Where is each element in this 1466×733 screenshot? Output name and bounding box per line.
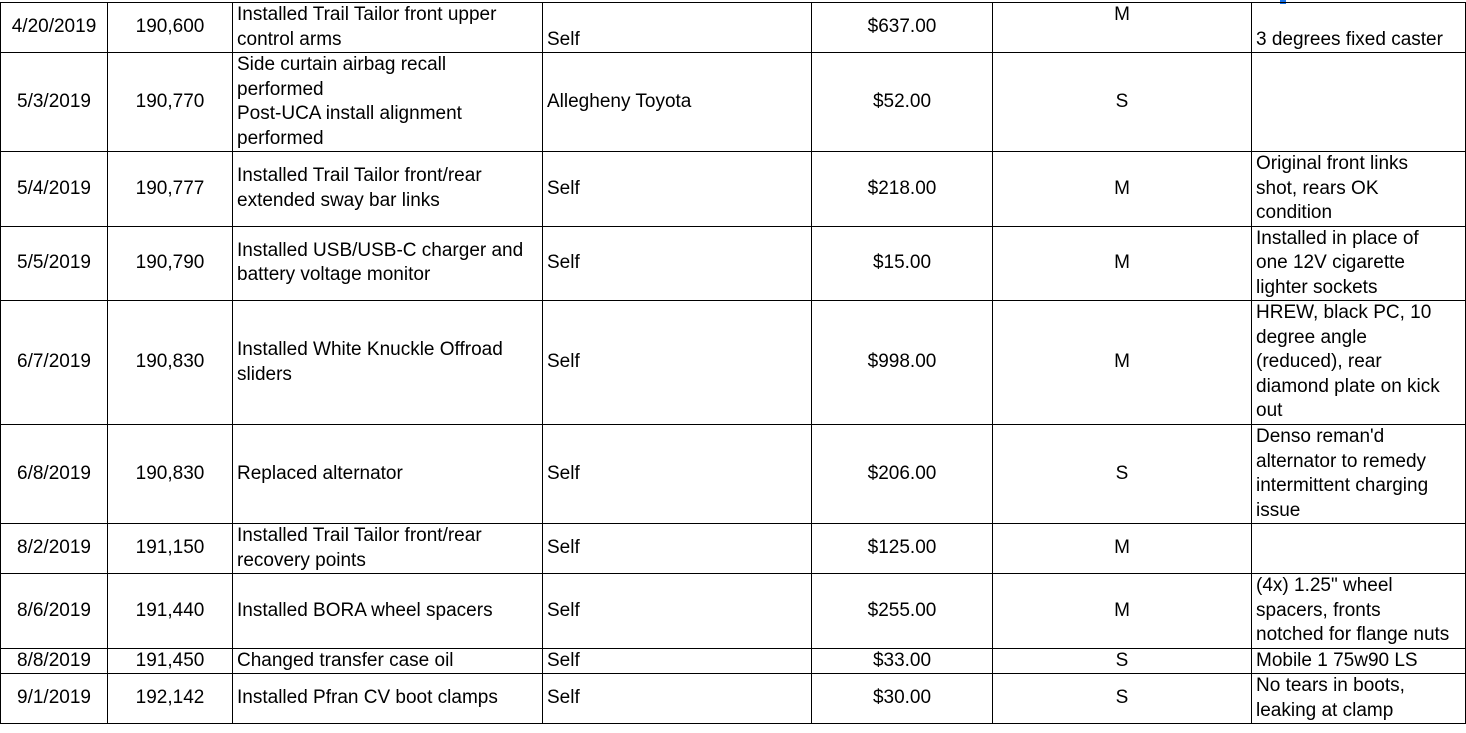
mileage-cell[interactable]: 192,142: [108, 674, 233, 724]
notes-cell-line: HREW, black PC, 10: [1256, 302, 1432, 324]
description-cell-line: Installed White Knuckle Offroad: [237, 339, 503, 360]
performed-by-cell[interactable]: Self: [543, 674, 812, 724]
description-cell[interactable]: [233, 425, 543, 524]
cost-cell[interactable]: $206.00: [812, 425, 993, 524]
date-cell[interactable]: 8/6/2019: [1, 574, 108, 649]
description-cell-line: Installed Pfran CV boot clamps: [237, 687, 498, 709]
notes-cell[interactable]: [1252, 152, 1466, 227]
notes-cell[interactable]: [1252, 301, 1466, 425]
notes-cell-line: leaking at clamp: [1256, 699, 1394, 721]
notes-cell-line: one 12V cigarette: [1256, 252, 1405, 273]
description-cell-line: Post-UCA install alignment: [237, 103, 462, 124]
description-cell-line: battery voltage monitor: [237, 264, 431, 286]
description-cell-line: recovery points: [237, 549, 366, 571]
notes-cell-line: intermittent charging: [1256, 475, 1429, 496]
date-cell[interactable]: 8/2/2019: [1, 524, 108, 574]
table-row: [1, 226, 1466, 301]
performed-by-cell[interactable]: Self: [543, 425, 812, 524]
description-cell-line: Changed transfer case oil: [237, 649, 454, 671]
performed-by-cell[interactable]: Self: [543, 524, 812, 574]
notes-cell-line: out: [1256, 400, 1283, 422]
type-cell[interactable]: M: [993, 524, 1252, 574]
type-cell[interactable]: S: [993, 53, 1252, 152]
type-cell[interactable]: M: [993, 574, 1252, 649]
mileage-cell[interactable]: 191,150: [108, 524, 233, 574]
date-cell[interactable]: 6/8/2019: [1, 425, 108, 524]
description-cell-line: Installed Trail Tailor front/rear: [237, 525, 482, 546]
notes-cell[interactable]: [1252, 425, 1466, 524]
notes-cell-line: notched for flange nuts: [1256, 624, 1450, 645]
type-cell[interactable]: S: [993, 674, 1252, 724]
description-cell-line: performed: [237, 78, 324, 100]
description-cell-line: control arms: [237, 28, 342, 50]
description-cell[interactable]: [233, 53, 543, 152]
date-cell[interactable]: 5/5/2019: [1, 226, 108, 301]
maintenance-log-body: [1, 3, 1466, 724]
description-cell[interactable]: [233, 574, 543, 649]
mileage-cell[interactable]: 190,790: [108, 226, 233, 301]
table-row: [1, 3, 1466, 53]
notes-cell-line: degree angle: [1256, 326, 1367, 348]
performed-by-cell[interactable]: Allegheny Toyota: [543, 53, 812, 152]
notes-cell-line: 3 degrees fixed caster: [1256, 28, 1443, 50]
table-row: [1, 524, 1466, 574]
mileage-cell[interactable]: 190,600: [108, 3, 233, 53]
type-cell[interactable]: S: [993, 648, 1252, 674]
mileage-cell[interactable]: 190,777: [108, 152, 233, 227]
notes-cell-line: Installed in place of: [1256, 227, 1419, 249]
notes-cell-line: (4x) 1.25" wheel: [1256, 575, 1393, 596]
notes-cell-line: issue: [1256, 499, 1301, 521]
table-row: [1, 648, 1466, 674]
description-cell-line: sliders: [237, 363, 292, 385]
mileage-cell[interactable]: 190,830: [108, 301, 233, 425]
performed-by-cell[interactable]: Self: [543, 226, 812, 301]
performed-by-cell[interactable]: Self: [543, 152, 812, 227]
performed-by-cell[interactable]: Self: [543, 648, 812, 674]
cost-cell[interactable]: $255.00: [812, 574, 993, 649]
notes-cell-line: alternator to remedy: [1256, 450, 1427, 472]
description-cell[interactable]: [233, 674, 543, 724]
cost-cell[interactable]: $33.00: [812, 648, 993, 674]
notes-cell[interactable]: [1252, 53, 1466, 152]
performed-by-cell[interactable]: Self: [543, 301, 812, 425]
notes-cell[interactable]: [1252, 574, 1466, 649]
description-cell-line: performed: [237, 127, 324, 149]
notes-cell-line: spacers, fronts: [1256, 599, 1381, 621]
notes-cell-line: No tears in boots,: [1256, 675, 1405, 696]
type-cell[interactable]: M: [993, 226, 1252, 301]
description-cell-line: Installed USB/USB-C charger and: [237, 239, 524, 261]
description-cell[interactable]: [233, 301, 543, 425]
description-cell-line: Installed BORA wheel spacers: [237, 599, 493, 621]
cost-cell[interactable]: $52.00: [812, 53, 993, 152]
description-cell-line: Installed Trail Tailor front/rear: [237, 165, 482, 187]
description-cell[interactable]: [233, 524, 543, 574]
date-cell[interactable]: 6/7/2019: [1, 301, 108, 425]
date-cell[interactable]: 5/3/2019: [1, 53, 108, 152]
date-cell[interactable]: 5/4/2019: [1, 152, 108, 227]
notes-cell-line: Original front links: [1256, 153, 1409, 174]
maintenance-log-table: [0, 2, 1466, 724]
description-cell-line: Replaced alternator: [237, 462, 403, 484]
mileage-cell[interactable]: 190,830: [108, 425, 233, 524]
cost-cell[interactable]: $637.00: [812, 3, 993, 53]
description-cell[interactable]: [233, 3, 543, 53]
table-row: [1, 574, 1466, 649]
performed-by-cell[interactable]: Self: [543, 3, 812, 53]
notes-cell-line: diamond plate on kick: [1256, 375, 1440, 397]
notes-cell-line: shot, rears OK: [1256, 177, 1379, 199]
description-cell-line: extended sway bar links: [237, 189, 440, 211]
cost-cell[interactable]: $125.00: [812, 524, 993, 574]
notes-cell[interactable]: [1252, 3, 1466, 53]
cost-cell[interactable]: $998.00: [812, 301, 993, 425]
cost-cell[interactable]: $30.00: [812, 674, 993, 724]
notes-cell-line: Denso reman'd: [1256, 426, 1385, 447]
type-cell[interactable]: S: [993, 425, 1252, 524]
table-row: [1, 152, 1466, 227]
notes-cell-line: lighter sockets: [1256, 276, 1378, 298]
notes-cell[interactable]: [1252, 674, 1466, 724]
mileage-cell[interactable]: 190,770: [108, 53, 233, 152]
performed-by-cell[interactable]: Self: [543, 574, 812, 649]
notes-cell[interactable]: [1252, 524, 1466, 574]
date-cell[interactable]: 9/1/2019: [1, 674, 108, 724]
table-row: [1, 425, 1466, 524]
date-cell[interactable]: 4/20/2019: [1, 3, 108, 53]
type-cell[interactable]: M: [993, 152, 1252, 227]
notes-cell-line: condition: [1256, 202, 1333, 223]
notes-cell[interactable]: [1252, 226, 1466, 301]
description-cell[interactable]: [233, 226, 543, 301]
description-cell[interactable]: [233, 152, 543, 227]
description-cell[interactable]: [233, 648, 543, 674]
date-cell[interactable]: 8/8/2019: [1, 648, 108, 674]
cost-cell[interactable]: $218.00: [812, 152, 993, 227]
mileage-cell[interactable]: 191,450: [108, 648, 233, 674]
table-row: [1, 53, 1466, 152]
description-cell-line: Side curtain airbag recall: [237, 54, 447, 75]
cost-cell[interactable]: $15.00: [812, 226, 993, 301]
description-cell-line: Installed Trail Tailor front upper: [237, 4, 497, 25]
notes-cell[interactable]: [1252, 648, 1466, 674]
notes-cell-line: (reduced), rear: [1256, 351, 1382, 373]
type-cell[interactable]: M: [993, 3, 1252, 53]
table-row: [1, 674, 1466, 724]
notes-cell-line: Mobile 1 75w90 LS: [1256, 649, 1418, 671]
type-cell[interactable]: M: [993, 301, 1252, 425]
table-row: [1, 301, 1466, 425]
mileage-cell[interactable]: 191,440: [108, 574, 233, 649]
